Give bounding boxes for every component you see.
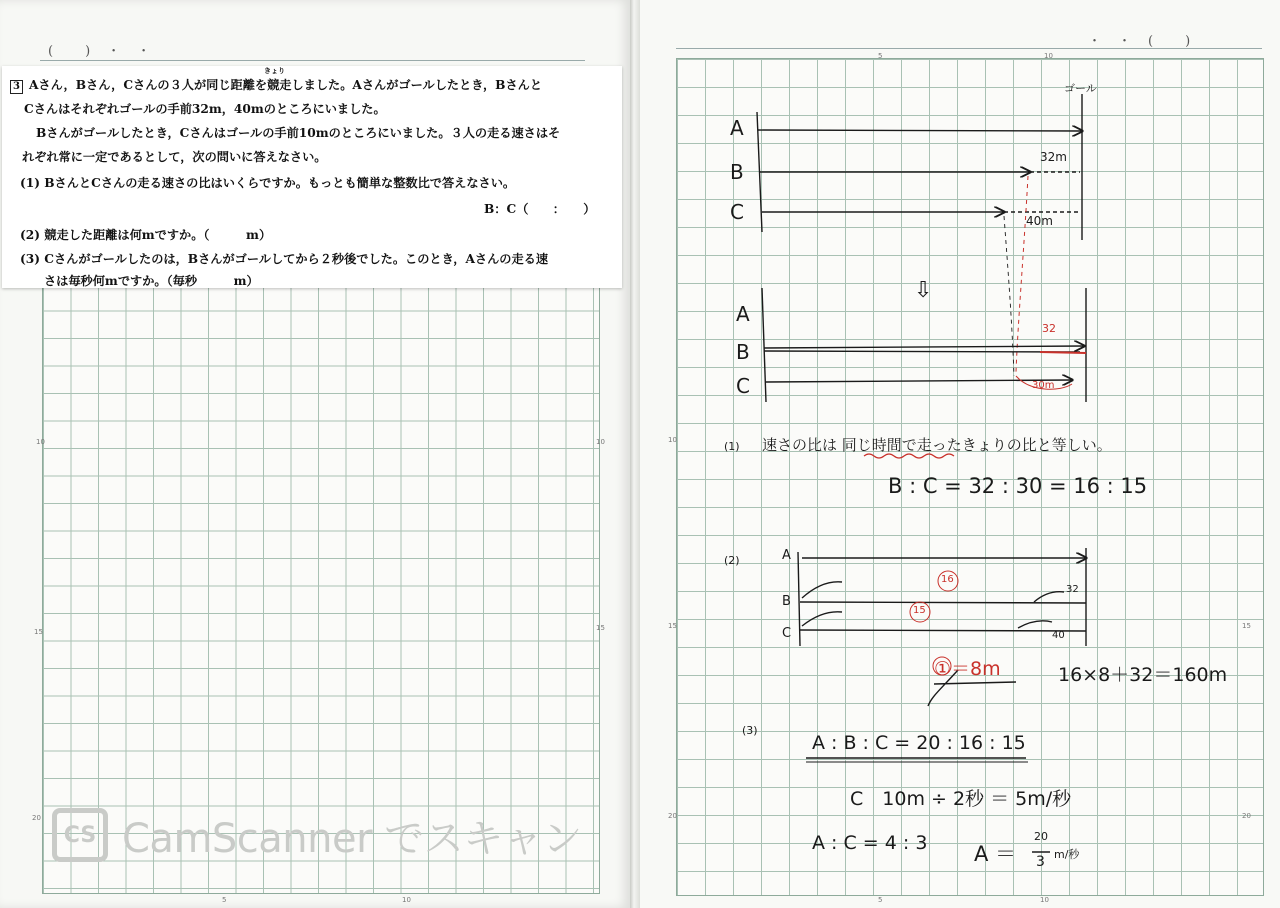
gap-label-b-2: 32 — [1042, 322, 1056, 335]
camscanner-logo-icon: CS — [52, 808, 108, 862]
grid-tick: 10 — [596, 438, 605, 446]
grid-tick: 5 — [878, 52, 883, 60]
goal-label: ゴール — [1064, 82, 1097, 95]
part-1-label: (1) — [724, 440, 740, 453]
grid-tick: 20 — [1242, 812, 1251, 820]
grid-tick: 15 — [1242, 622, 1251, 630]
grid-tick: 5 — [222, 896, 227, 904]
brace-c — [802, 612, 842, 626]
ratio-abc: A : B : C = 20 : 16 : 15 — [812, 732, 1026, 754]
grid-tick: 15 — [668, 622, 677, 630]
mark-15: 15 — [913, 605, 926, 616]
ac-ratio: A : C = 4 : 3 — [812, 832, 928, 854]
gap-label-c-2: 30m — [1032, 380, 1055, 391]
camscanner-watermark — [52, 806, 582, 864]
a-speed-lhs: A ＝ — [974, 842, 1017, 866]
track-c-3 — [800, 630, 1086, 631]
runner-label-b-2: B — [736, 340, 750, 364]
runner-label-b: B — [730, 160, 744, 184]
distance-equation: 16×8＋32＝160m — [1058, 664, 1228, 686]
left-page — [0, 0, 630, 908]
problem-line-2: Cさんはそれぞれゴールの手前32m，40mのところにいました。 — [24, 102, 386, 116]
grid-tick: 5 — [878, 896, 883, 904]
problem-line-4: れぞれ常に一定であるとして，次の問いに答えなさい。 — [22, 150, 327, 164]
question-3-line-1: (3) Cさんがゴールしたのは，Bさんがゴールしてから２秒後でした。このとき，Aさんの走る速 — [20, 252, 549, 266]
gap-mark-b — [1034, 592, 1064, 602]
track-a — [758, 130, 1082, 131]
grid-tick: 10 — [1044, 52, 1053, 60]
graph-paper — [42, 282, 600, 894]
watermark-text: CamScanner でスキャン — [122, 815, 582, 862]
track-b-3 — [800, 602, 1086, 603]
problem-line-1: 3 Aさん，Bさん，Cさんの３人が同じ距離を競走しました。Aさんがゴールしたとき，Bさんと — [10, 76, 542, 94]
gap-label-c-3: 40 — [1052, 630, 1065, 641]
gap-label-b-3: 32 — [1066, 584, 1079, 595]
ruby-text: きょり — [264, 66, 285, 75]
grid-tick: 15 — [596, 624, 605, 632]
part-3-label: (3) — [742, 724, 758, 737]
grid-tick: 10 — [36, 438, 45, 446]
runner-label-c-3: C — [782, 626, 792, 641]
a-speed-denominator: 3 — [1036, 854, 1045, 870]
runner-label-a-3: A — [782, 548, 791, 563]
grid-tick: 20 — [32, 814, 41, 822]
book-gutter — [630, 0, 640, 908]
header-paren: ( ) ・ ・ — [48, 44, 153, 59]
question-1: (1) BさんとCさんの走る速さの比はいくらですか。もっとも簡単な整数比で答えなさい。 — [20, 176, 516, 190]
track-b-2b — [764, 351, 1080, 352]
c-speed: C 10m ÷ 2秒 ＝ 5m/秒 — [850, 788, 1072, 810]
runner-label-c: C — [730, 200, 744, 224]
gap-label-b: 32m — [1040, 150, 1067, 164]
a-speed-numerator: 20 — [1034, 830, 1048, 843]
gap-mark-c — [1018, 621, 1052, 628]
right-page — [640, 0, 1280, 908]
connector-red — [1016, 176, 1028, 372]
start-line-2 — [762, 288, 766, 402]
grid-tick: 10 — [668, 436, 677, 444]
grid-tick: 15 — [34, 628, 43, 636]
part-1-equation: B : C = 32 : 30 = 16 : 15 — [888, 474, 1148, 498]
mark-16: 16 — [941, 574, 954, 585]
problem-sheet — [2, 66, 622, 288]
runner-label-b-3: B — [782, 594, 791, 609]
problem-line-3: Bさんがゴールしたとき，Cさんはゴールの手前10mのところにいました。３人の走る速さはそ — [36, 126, 561, 140]
unit-equation: ①＝8m — [934, 658, 1001, 680]
runner-label-a-2: A — [736, 302, 750, 326]
problem-number: 3 — [10, 80, 23, 94]
red-b — [1040, 352, 1086, 353]
start-line-3 — [798, 552, 800, 646]
header-rule — [40, 60, 585, 61]
track-b-2 — [764, 346, 1084, 348]
grid-tick: 10 — [402, 896, 411, 904]
grid-tick: 10 — [1040, 896, 1049, 904]
answer-1: B：C（ ： ） — [484, 202, 596, 216]
question-2: (2) 競走した距離は何mですか。（ m） — [20, 228, 272, 242]
part-2-label: (2) — [724, 554, 740, 567]
track-c-2 — [766, 380, 1072, 382]
gap-label-c: 40m — [1026, 214, 1053, 228]
grid-tick: 20 — [668, 812, 677, 820]
runner-label-a: A — [730, 116, 744, 140]
question-3-line-2: さは毎秒何mですか。（毎秒 m） — [44, 274, 259, 288]
header-paren: ・ ・ ( ) — [1088, 34, 1193, 49]
arrow-down-icon: ⇩ — [914, 278, 933, 303]
brace-b — [802, 582, 842, 598]
runner-label-c-2: C — [736, 374, 750, 398]
a-speed-unit: m/秒 — [1054, 848, 1080, 861]
part-1-note: 速さの比は 同じ時間で走ったきょりの比と等しい。 — [762, 436, 1112, 454]
